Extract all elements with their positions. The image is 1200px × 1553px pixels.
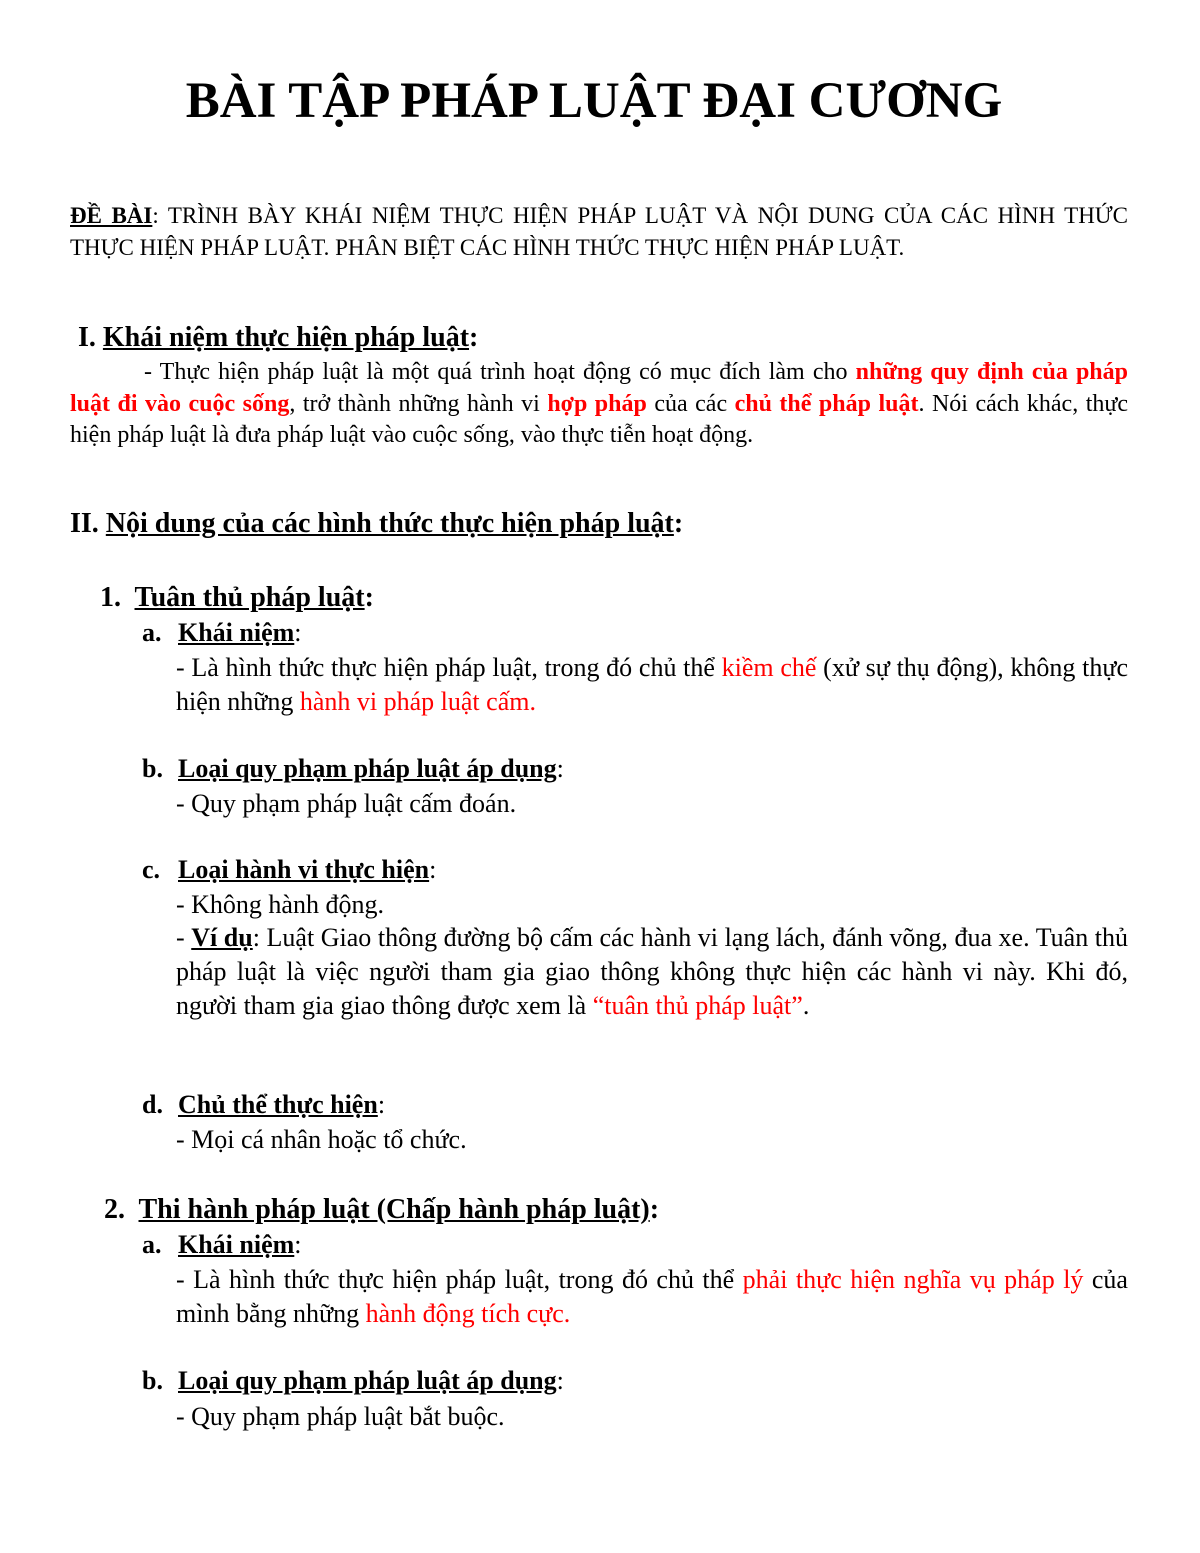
item-1d-heading (142, 1090, 385, 1120)
item-2-number: 2. (104, 1194, 125, 1225)
assignment-label: ĐỀ BÀI (70, 203, 153, 228)
item-1-colon: : (364, 582, 374, 613)
item-1a-highlight-2: hành vi pháp luật cấm. (299, 687, 536, 716)
item-1-title: Tuân thủ pháp luật (134, 582, 365, 613)
section-1-title: Khái niệm thực hiện pháp luật (102, 322, 470, 353)
item-1a-letter: a. (142, 618, 162, 647)
item-2b-label: Loại quy phạm pháp luật áp dụng (178, 1366, 557, 1395)
item-2a-heading (142, 1230, 302, 1260)
item-1d-colon: : (377, 1090, 386, 1119)
item-2-colon: : (649, 1194, 660, 1225)
section-1-highlight-3: chủ thể pháp luật (734, 390, 919, 417)
item-1c-dash: - (176, 923, 192, 952)
section-1-highlight-1: những quy định của pháp luật đi vào cuộc sống (70, 359, 1128, 417)
item-1b-colon: : (556, 754, 564, 783)
item-1c-colon: : (429, 855, 437, 884)
item-2-title: Thi hành pháp luật (Chấp hành pháp luật) (138, 1194, 650, 1225)
item-1a-colon: : (294, 618, 302, 647)
section-2-title: Nội dung của các hình thức thực hiện pháp luật (105, 508, 674, 539)
section-1-text-c: của các (646, 390, 735, 417)
section-1-text-b: , trở thành những hành vi (289, 390, 548, 417)
item-1c-example-text: : Luật Giao thông đường bộ cấm các hành vi lạng lách, đánh võng, đua xe. Tuân thủ pháp luật là việc người tham gia giao thông không thực hiện các hành vi này. Khi đó, người tham gia giao thông được xem là (176, 923, 1128, 1020)
item-2b-heading (142, 1366, 564, 1396)
item-2a-highlight-2: hành động tích cực. (365, 1299, 571, 1328)
item-1a-highlight-1: kiềm chế (721, 653, 817, 682)
item-1a-label: Khái niệm (178, 618, 295, 647)
item-2a-letter: a. (142, 1230, 162, 1259)
section-1-highlight-2: hợp pháp (547, 390, 647, 417)
section-1-heading (78, 322, 478, 354)
item-1d-letter: d. (142, 1090, 163, 1119)
section-1-paragraph (70, 357, 1128, 452)
item-2b-colon: : (556, 1366, 564, 1395)
item-1b-label: Loại quy phạm pháp luật áp dụng (178, 754, 557, 783)
item-1d-label: Chủ thể thực hiện (178, 1090, 378, 1119)
section-1-number: I. (78, 322, 96, 353)
item-2b-text: - Quy phạm pháp luật bắt buộc. (176, 1402, 505, 1431)
item-1-heading (100, 582, 374, 614)
item-1c-label: Loại hành vi thực hiện (178, 855, 430, 884)
item-1a-text-2: (xử sự thụ động), không thực hiện những (176, 653, 1128, 716)
item-1c-letter: c. (142, 855, 161, 884)
item-1c-example-end: . (802, 991, 810, 1020)
section-2-heading (70, 508, 683, 540)
document-title: BÀI TẬP PHÁP LUẬT ĐẠI CƯƠNG (185, 73, 1003, 129)
item-1a-text (176, 651, 1128, 719)
item-2a-text-2: của mình bằng những (176, 1265, 1128, 1328)
assignment-prompt (70, 200, 1128, 264)
item-1c-line-1: - Không hành động. (176, 890, 384, 919)
item-1c-heading (142, 855, 436, 885)
item-2a-text-1: - Là hình thức thực hiện pháp luật, trong đó chủ thể (176, 1265, 743, 1294)
item-1b-text: - Quy phạm pháp luật cấm đoán. (176, 789, 517, 818)
item-2a-label: Khái niệm (178, 1230, 295, 1259)
item-1c-example-label: Ví dụ (191, 923, 253, 952)
item-1b-heading (142, 754, 564, 784)
item-1c-highlight: “tuân thủ pháp luật” (592, 991, 803, 1020)
item-1a-heading (142, 618, 302, 648)
item-1c-example (176, 921, 1128, 1023)
item-2a-colon: : (294, 1230, 302, 1259)
item-1-number: 1. (100, 582, 121, 613)
item-1d-text: - Mọi cá nhân hoặc tổ chức. (176, 1125, 467, 1154)
item-2-heading (104, 1194, 659, 1226)
assignment-text: : TRÌNH BÀY KHÁI NIỆM THỰC HIỆN PHÁP LUẬT VÀ NỘI DUNG CỦA CÁC HÌNH THỨC THỰC HIỆN PHÁP LUẬT. PHÂN BIỆT CÁC HÌNH THỨC THỰC HIỆN PHÁP LUẬT. (70, 203, 1128, 260)
section-1-text-d: . Nói cách khác, thực hiện pháp luật là đưa pháp luật vào cuộc sống, vào thực tiễn hoạt động. (70, 390, 1129, 448)
item-2b-letter: b. (142, 1366, 163, 1395)
section-2-number: II. (70, 508, 99, 539)
item-2a-highlight-1: phải thực hiện nghĩa vụ pháp lý (742, 1265, 1084, 1294)
item-1a-text-1: - Là hình thức thực hiện pháp luật, trong đó chủ thể (176, 653, 722, 682)
item-1b-letter: b. (142, 754, 163, 783)
item-2a-text (176, 1263, 1128, 1331)
section-1-text-a: - Thực hiện pháp luật là một quá trình hoạt động có mục đích làm cho (144, 359, 856, 385)
section-2-colon: : (673, 508, 684, 539)
section-1-colon: : (469, 322, 479, 353)
